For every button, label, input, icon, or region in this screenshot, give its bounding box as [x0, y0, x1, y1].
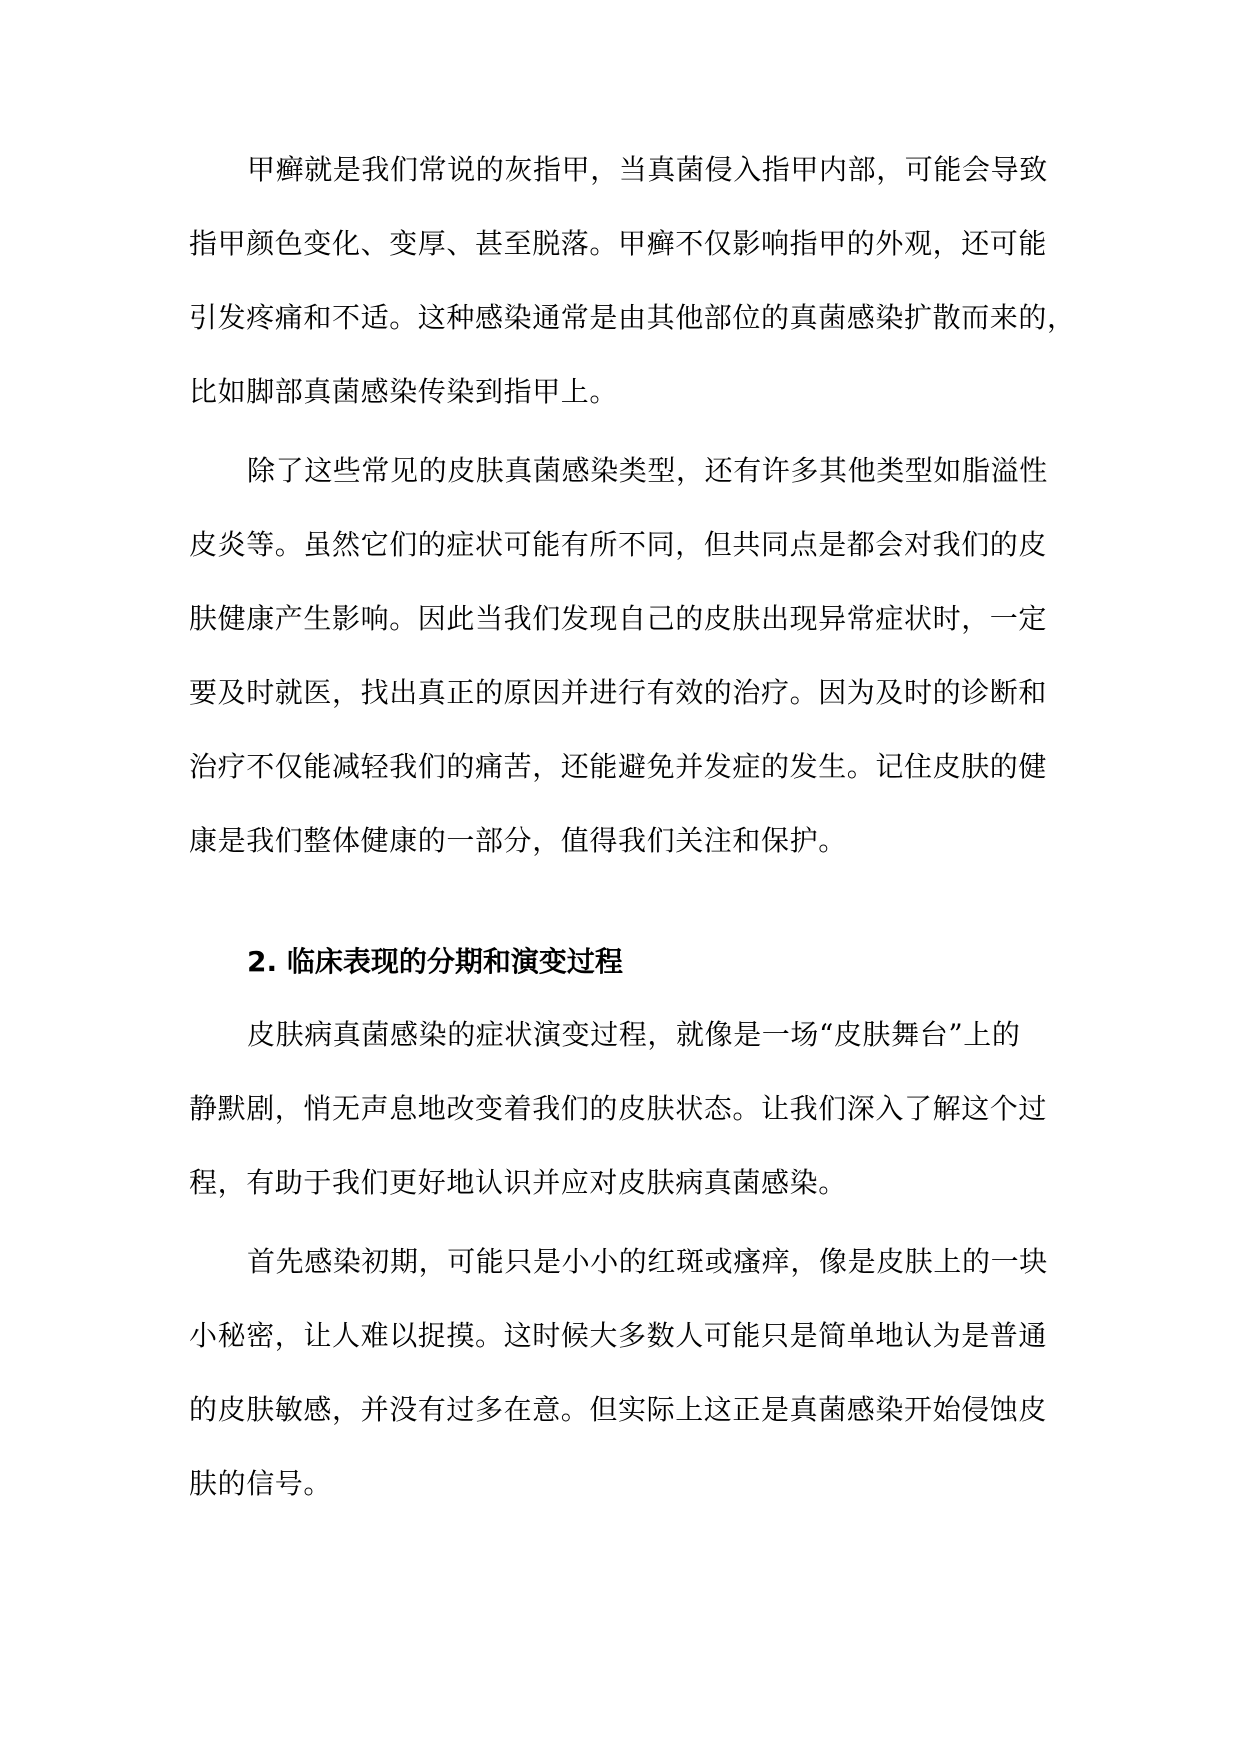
text-line: 除了这些常见的皮肤真菌感染类型，还有许多其他类型如脂溢性: [247, 454, 1048, 487]
text-line: 要及时就医，找出真正的原因并进行有效的治疗。因为及时的诊断和: [189, 676, 1048, 709]
text-line: 引发疼痛和不适。这种感染通常是由其他部位的真菌感染扩散而来的，: [189, 301, 1076, 334]
text-line: 皮炎等。虽然它们的症状可能有所不同，但共同点是都会对我们的皮: [189, 528, 1048, 561]
text-line: 静默剧，悄无声息地改变着我们的皮肤状态。让我们深入了解这个过: [189, 1092, 1048, 1125]
text-line: 首先感染初期，可能只是小小的红斑或瘙痒，像是皮肤上的一块: [247, 1245, 1048, 1278]
text-line: 肤的信号。: [189, 1467, 333, 1500]
text-line: 皮肤病真菌感染的症状演变过程，就像是一场“皮肤舞台”上的: [247, 1018, 1021, 1051]
text-line: 比如脚部真菌感染传染到指甲上。: [189, 375, 619, 408]
text-line: 小秘密，让人难以捉摸。这时候大多数人可能只是简单地认为是普通: [189, 1319, 1048, 1352]
text-line: 甲癣就是我们常说的灰指甲，当真菌侵入指甲内部，可能会导致: [247, 153, 1048, 186]
text-line: 程，有助于我们更好地认识并应对皮肤病真菌感染。: [189, 1166, 847, 1199]
text-line: 治疗不仅能减轻我们的痛苦，还能避免并发症的发生。记住皮肤的健: [189, 750, 1048, 783]
section-heading: 2. 临床表现的分期和演变过程: [247, 945, 623, 978]
text-line: 指甲颜色变化、变厚、甚至脱落。甲癣不仅影响指甲的外观，还可能: [189, 227, 1048, 260]
text-line: 的皮肤敏感，并没有过多在意。但实际上这正是真菌感染开始侵蚀皮: [189, 1393, 1048, 1426]
text-line: 康是我们整体健康的一部分，值得我们关注和保护。: [189, 824, 847, 857]
text-line: 肤健康产生影响。因此当我们发现自己的皮肤出现异常症状时，一定: [189, 602, 1048, 635]
